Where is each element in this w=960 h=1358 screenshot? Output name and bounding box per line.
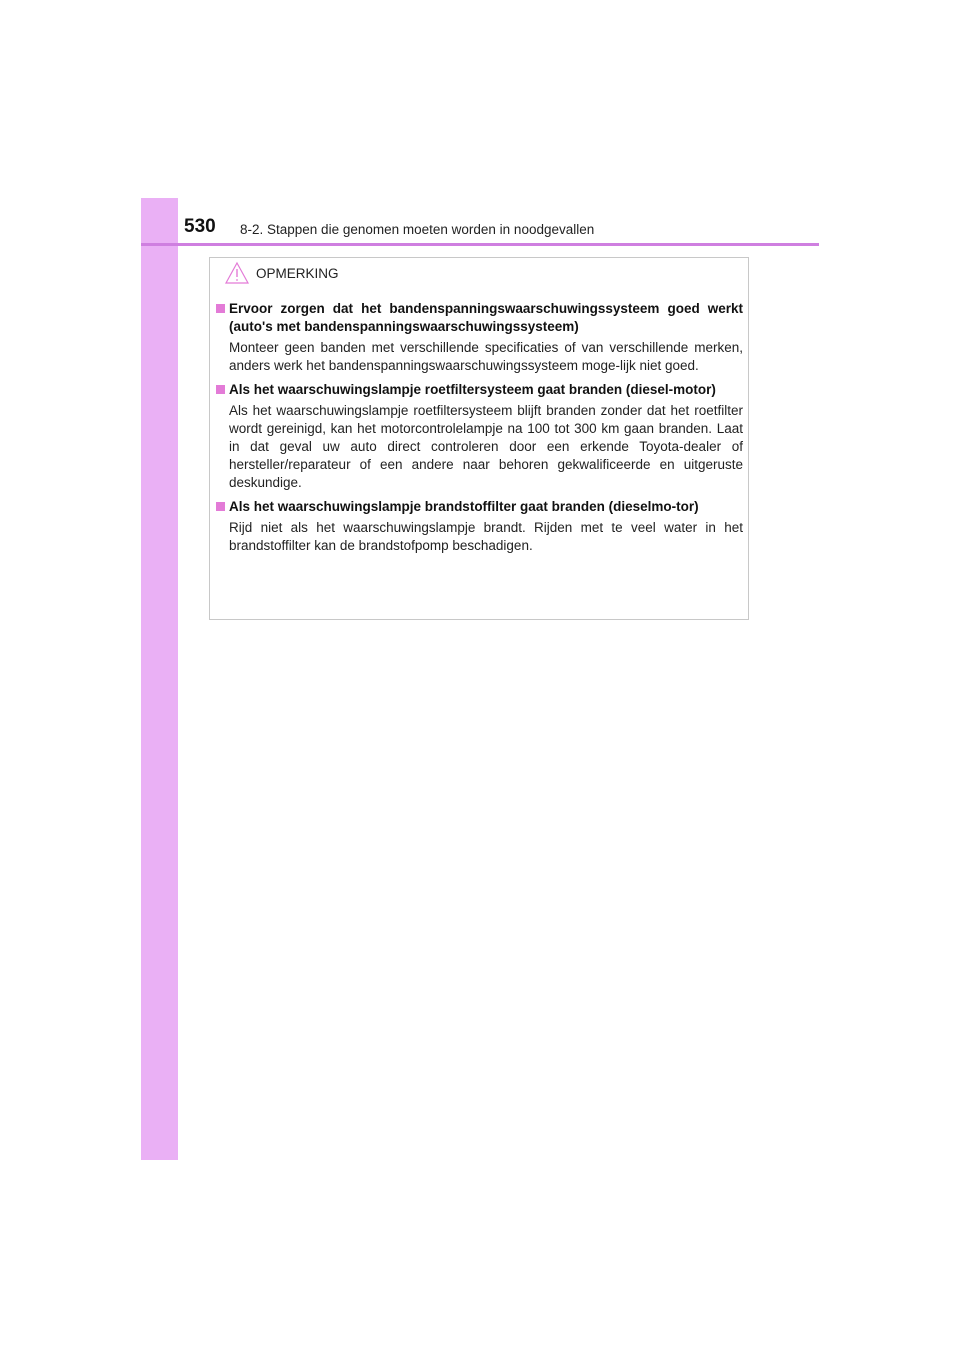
notice-body <box>216 300 743 561</box>
header-rule <box>141 243 819 246</box>
notice-item-title <box>216 381 743 399</box>
chapter-side-band <box>141 198 178 1160</box>
square-bullet-icon <box>216 502 225 511</box>
notice-item <box>216 300 743 375</box>
notice-item-text: Rijd niet als het waarschuwingslampje brandt. Rijden met te veel water in het brandstoffilter kan de brandstofpomp beschadigen. <box>229 520 743 553</box>
notice-item-title-text: Als het waarschuwingslampje brandstoffilter gaat branden (dieselmo-tor) <box>229 499 699 514</box>
page-number: 530 <box>184 216 216 237</box>
section-title: 8-2. Stappen die genomen moeten worden in noodgevallen <box>240 222 595 237</box>
notice-item-title <box>216 300 743 336</box>
notice-item-text: Monteer geen banden met verschillende specificaties of van verschillende merken, anders werk het bandenspanningswaarschuwingssysteem moge-lijk niet goed. <box>229 340 743 373</box>
notice-header <box>224 259 339 287</box>
notice-label: OPMERKING <box>256 265 339 281</box>
notice-item <box>216 381 743 492</box>
warning-triangle-icon <box>224 261 250 285</box>
notice-item-title-text: Ervoor zorgen dat het bandenspanningswaarschuwingssysteem goed werkt (auto's met bandenspanningswaarschuwingssysteem) <box>229 301 743 334</box>
notice-item-title <box>216 498 743 516</box>
notice-item <box>216 498 743 555</box>
square-bullet-icon <box>216 304 225 313</box>
notice-item-text: Als het waarschuwingslampje roetfiltersysteem blijft branden zonder dat het roetfilter wordt gereinigd, kan het motorcontrolelampje na 100 tot 300 km gaan branden. Laat in dat geval uw auto direct controleren door een erkende Toyota-dealer of hersteller/reparateur of een andere naar behoren gekwalificeerde en uitgeruste deskundige. <box>229 403 743 490</box>
square-bullet-icon <box>216 385 225 394</box>
notice-item-title-text: Als het waarschuwingslampje roetfiltersysteem gaat branden (diesel-motor) <box>229 382 716 397</box>
notice-box <box>209 257 749 620</box>
